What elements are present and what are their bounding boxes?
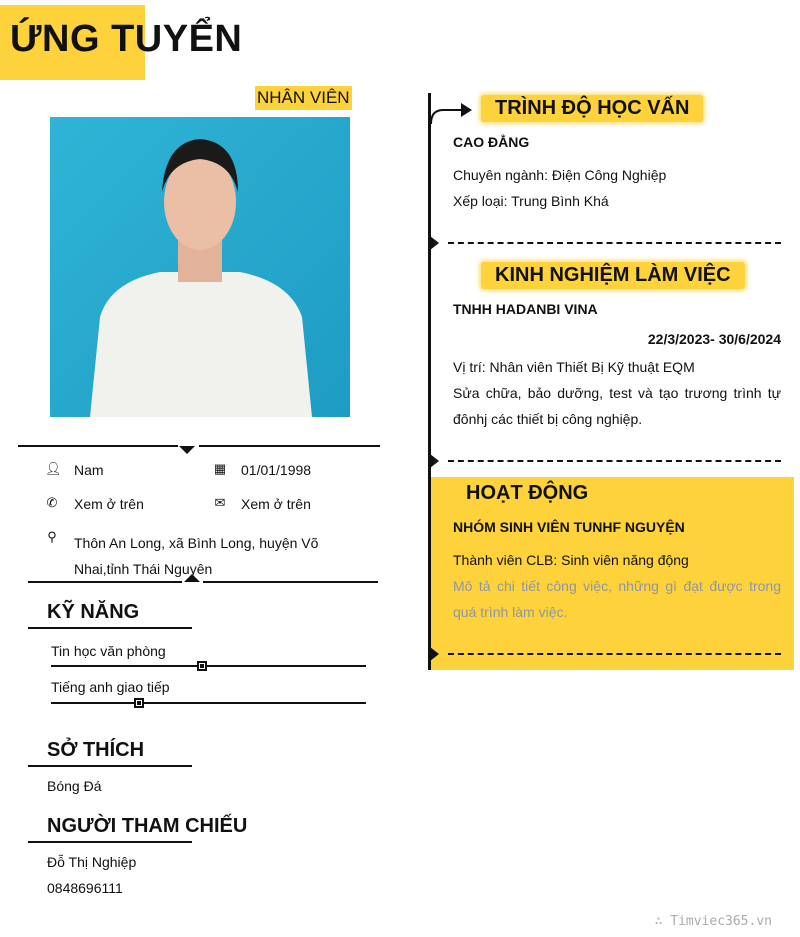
user-icon: 👤︎ [45, 461, 62, 476]
email-value: Xem ở trên [241, 496, 311, 512]
education-rank: Xếp loại: Trung Bình Khá [453, 193, 609, 209]
timeline-marker-icon [430, 454, 439, 468]
position-label: NHÂN VIÊN [255, 86, 352, 110]
dashed-divider [448, 460, 781, 462]
dashed-divider [448, 653, 781, 655]
education-school: CAO ĐẲNG [453, 134, 530, 150]
profile-photo [50, 117, 350, 417]
arrow-right-icon [429, 100, 473, 124]
activity-description: Mô tả chi tiết công việc, những gì đạt được trong quá trình làm việc. [453, 578, 781, 620]
experience-description: Sửa chữa, bảo dưỡng, test và tạo trương trình tự đônhj các thiết bị công nghiệp. [453, 385, 781, 427]
divider [199, 445, 380, 447]
experience-role: Vị trí: Nhân viên Thiết Bị Kỹ thuật EQM [453, 359, 695, 375]
triangle-down-icon [179, 446, 195, 454]
skill-knob[interactable] [197, 661, 207, 671]
timeline-line [428, 93, 431, 670]
divider [18, 445, 178, 447]
divider [28, 841, 192, 843]
skill-slider[interactable] [51, 665, 366, 667]
phone-icon: ✆ [46, 495, 58, 510]
references-heading: NGƯỜI THAM CHIẾU [47, 815, 248, 837]
skill-name: Tin học văn phòng [51, 643, 166, 659]
triangle-up-icon [184, 574, 200, 582]
gender-value: Nam [74, 462, 104, 478]
divider [203, 581, 378, 583]
address-value: Thôn An Long, xã Bình Long, huyện Võ Nhai,tỉnh Thái Nguyên [74, 535, 319, 577]
activity-org: NHÓM SINH VIÊN TUNHF NGUYỆN [453, 519, 685, 535]
timeline-marker-icon [430, 236, 439, 250]
watermark: ∴ Timviec365.vn [654, 914, 772, 929]
skill-knob[interactable] [134, 698, 144, 708]
experience-period: 22/3/2023- 30/6/2024 [647, 331, 781, 347]
reference-phone: 0848696111 [47, 880, 123, 896]
person-silhouette-icon [50, 117, 350, 417]
dashed-divider [448, 242, 781, 244]
divider [28, 581, 182, 583]
divider [28, 765, 192, 767]
timeline-marker-icon [430, 647, 439, 661]
skill-slider[interactable] [51, 702, 366, 704]
experience-company: TNHH HADANBI VINA [453, 301, 598, 317]
skill-name: Tiếng anh giao tiếp [51, 679, 170, 695]
email-icon: ✉ [214, 495, 226, 510]
divider [28, 627, 192, 629]
location-pin-icon: ⚲ [47, 529, 57, 544]
page-title: ỨNG TUYỂN [10, 18, 243, 60]
activity-role: Thành viên CLB: Sinh viên năng động [453, 552, 689, 568]
activities-heading: HOẠT ĐỘNG [466, 482, 589, 504]
education-major: Chuyên ngành: Điện Công Nghiệp [453, 167, 667, 183]
dob-value: 01/01/1998 [241, 462, 312, 478]
experience-heading: KINH NGHIỆM LÀM VIỆC [481, 262, 745, 289]
hobbies-heading: SỞ THÍCH [47, 739, 145, 761]
skills-heading: KỸ NĂNG [47, 601, 140, 623]
hobby-item: Bóng Đá [47, 778, 102, 794]
phone-value: Xem ở trên [74, 496, 144, 512]
calendar-icon: ▦ [213, 461, 227, 476]
education-heading: TRÌNH ĐỘ HỌC VẤN [481, 95, 703, 122]
reference-name: Đỗ Thị Nghiệp [47, 854, 137, 870]
